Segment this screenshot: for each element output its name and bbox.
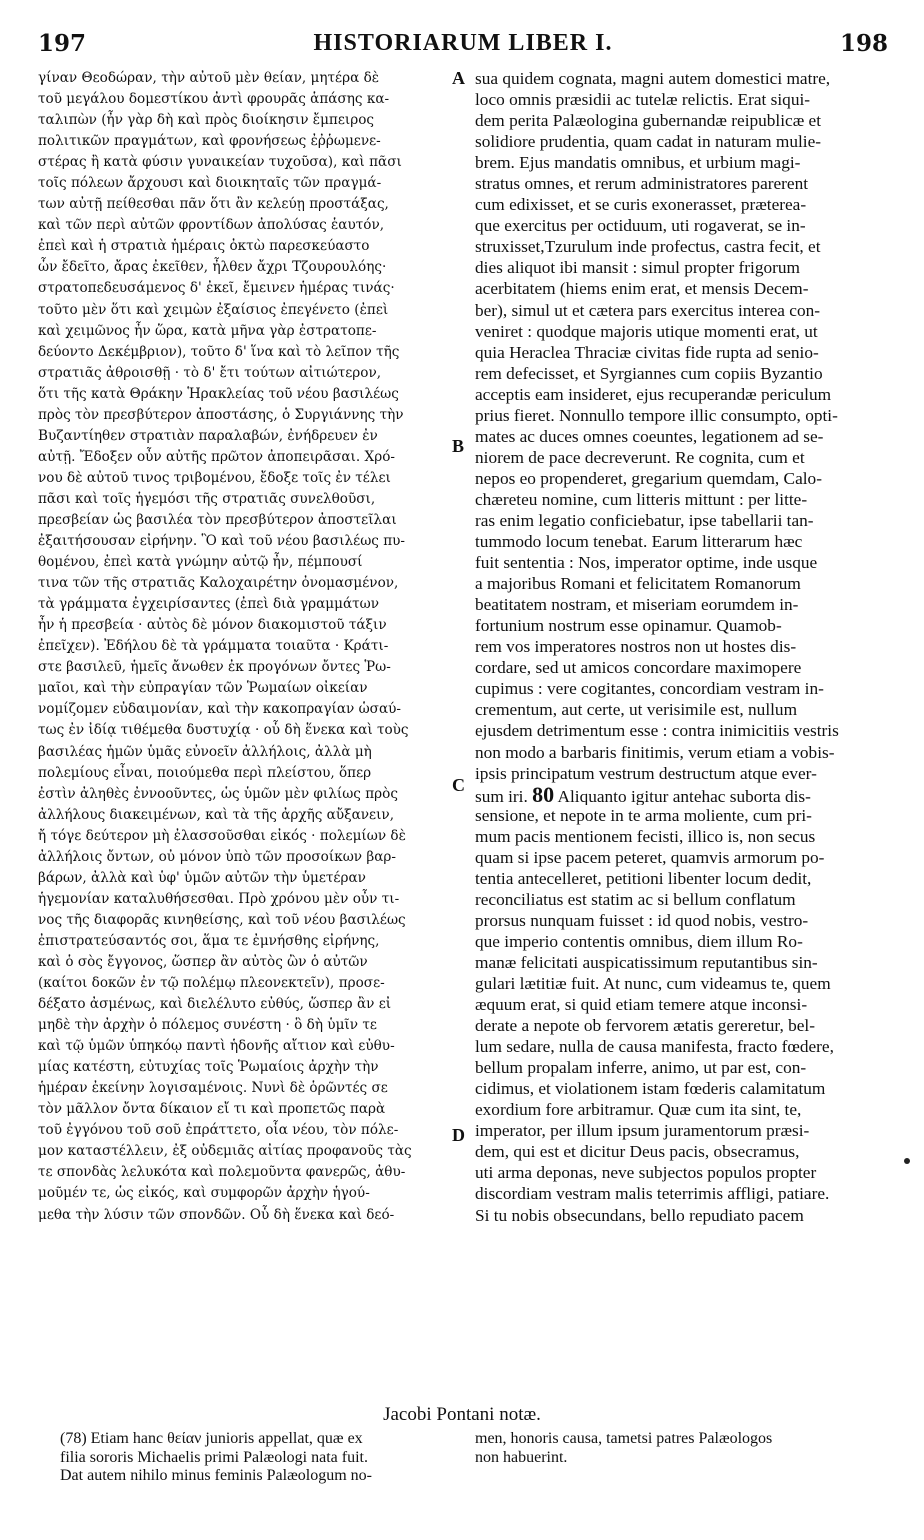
footnote-line: (78) Etiam hanc θείαν junioris appellat, quæ ex bbox=[60, 1430, 363, 1447]
greek-text-line: τὸν μᾶλλον ὄντα δίκαιον εἴ τι καὶ προπετῶς παρὰ bbox=[38, 1101, 386, 1118]
latin-text-line: loco omnis præsidii ac tutelæ relictis. Erat siqui- bbox=[475, 90, 811, 110]
greek-text-line: πολεμίους εἶναι, ποιούμεθα περὶ πλείστου, ὅπερ bbox=[38, 764, 372, 781]
footnote-left-column bbox=[60, 1430, 460, 1486]
latin-text-line: chæreteu nomine, cum litteris mittunt : per litte- bbox=[475, 489, 808, 509]
greek-text-line: (καίτοι δοκῶν ἐν τῷ πολέμῳ πλεονεκτεῖν), προσε- bbox=[38, 975, 385, 992]
footnote-line: filia sororis Michaelis primi Palæologi nata fuit. bbox=[60, 1448, 368, 1466]
latin-text-line: quam si ipse pacem peteret, quamvis armorum po- bbox=[475, 847, 825, 867]
latin-text-line: gulari lætitiæ fuit. At nunc, cum videamus te, quem bbox=[475, 974, 831, 994]
latin-text-line: quia Heraclea Thraciæ civitas fide rupta ad senio- bbox=[475, 342, 819, 362]
greek-text-line: τινα τῶν τῆς στρατιᾶς Καλοχαιρέτην ὀνομασμένον, bbox=[38, 575, 399, 592]
latin-text-line bbox=[475, 784, 887, 805]
greek-text-line: μαῖοι, καὶ τὴν εὐπραγίαν τῶν Ῥωμαίων οἰκείαν bbox=[38, 680, 368, 697]
greek-text-line: δέξατο ἀσμένως, καὶ διελέλυτο εὐθύς, ὥσπερ ἂν εἰ bbox=[38, 996, 392, 1013]
latin-text-line: Si tu nobis obsecundans, bello repudiato pacem bbox=[475, 1205, 804, 1225]
section-marker-b: B bbox=[452, 436, 465, 456]
greek-text-line: καὶ τῶν περὶ αὐτῶν φροντίδων ἀπολύσας ἑαυτόν, bbox=[38, 217, 385, 234]
latin-text-line: manæ felicitati auspicatissimum reputantibus sin- bbox=[475, 952, 818, 972]
greek-text-line: ὧν ἔδεῖτο, ἄρας ἐκεῖθεν, ἦλθεν ἄχρι Τζουρουλόης· bbox=[38, 259, 387, 276]
latin-text-line: veniret : quodque majoris utique momenti erat, ut bbox=[475, 321, 818, 341]
greek-text-line: βάρων, ἀλλὰ καὶ ὑφ' ὑμῶν αὐτῶν τὴν ὑμετέραν bbox=[38, 869, 366, 886]
greek-text-line: πολιτικῶν πραγμάτων, καὶ φρονήσεως ἐῤῥωμενε- bbox=[38, 133, 381, 150]
greek-text-column bbox=[38, 68, 448, 1398]
greek-text-line: νου δὲ αὐτοῦ τινος τριβομένου, ἔδοξε τοῖς ἐν τέλει bbox=[38, 469, 391, 486]
greek-text-line: θομένου, ἐπεὶ κατὰ γνώμην αὐτῷ ἦν, πέμπουσί bbox=[38, 554, 363, 571]
page-number-right: 198 bbox=[839, 30, 888, 57]
greek-text-line: μοῦμέν τε, ὡς εἰκός, καὶ συμφορῶν ἀρχὴν ἡγού- bbox=[38, 1185, 370, 1202]
latin-text-line: cidimus, et violationem istam fœderis calamitatum bbox=[475, 1079, 826, 1099]
greek-text-line: μίας κατέστη, εὐτυχίας τοῖς Ῥωμαίοις ἀρχὴν τὴν bbox=[38, 1059, 379, 1076]
latin-text-line: mates ac duces omnes coeuntes, legationem ad se- bbox=[475, 426, 824, 446]
greek-text-line: των αὐτῇ πείθεσθαι πᾶν ὅτι ἂν κελεύῃ προστάξας, bbox=[38, 196, 389, 213]
greek-text-line: στε βασιλεῦ, ἡμεῖς ἄνωθεν ἐκ προγόνων ὄντες Ῥω- bbox=[38, 659, 391, 676]
greek-text-line: ἀλλήλοις ὄντων, οὐ μόνον ὑπὸ τῶν προσοίκων βαρ- bbox=[38, 848, 396, 865]
latin-text-line: sensione, et nepote in te arma moliente, cum pri- bbox=[475, 805, 812, 825]
latin-text-line: stratus omnes, et rerum administratores parerent bbox=[475, 174, 809, 194]
latin-text-line: bellum propalam inferre, animo, ut par est, con- bbox=[475, 1058, 807, 1078]
greek-text-line: ταλιπὼν (ἦν γὰρ δὴ καὶ πρὸς διοίκησιν ἔμπειρος bbox=[38, 112, 375, 129]
footnote-right-column bbox=[475, 1430, 885, 1467]
greek-text-line: ἐπεῖχεν). Ἐδήλου δὲ τὰ γράμματα τοιαῦτα · Κράτι- bbox=[38, 638, 389, 655]
greek-text-line: στρατιᾶς ἀθροισθῇ · τὸ δ' ἔτι τούτων αἰτιώτερον, bbox=[38, 364, 382, 381]
latin-text-line: uti arma deponas, neve subjectos populos propter bbox=[475, 1163, 817, 1183]
greek-text-line: ἦν ἡ πρεσβεία · αὐτὸς δὲ μόνον διακομιστοῦ τάξιν bbox=[38, 617, 387, 634]
section-marker-d: D bbox=[452, 1125, 465, 1145]
latin-text-line: acerbitatem (hiems enim erat, et mensis Decem- bbox=[475, 279, 809, 299]
latin-text-line: prius fieret. Nonnullo tempore illic consumpto, opti- bbox=[475, 405, 838, 425]
greek-text-line: πρὸς τὸν πρεσβύτερον ἀποστάσης, ὁ Συργιάννης τὴν bbox=[38, 406, 404, 423]
greek-text-line: καὶ ὁ σὸς ἔγγονος, ὥσπερ ἂν αὐτὸς ὢν ὁ αὐτῶν bbox=[38, 953, 368, 970]
footnote-line: non habuerint. bbox=[475, 1448, 568, 1466]
latin-text-line: acceptis eam insideret, ejus recuperandæ periculum bbox=[475, 384, 832, 404]
latin-text-line: ras enim legatio conficiebatur, ipse tabellarii tan- bbox=[475, 510, 814, 530]
notes-title: Jacobi Pontani notæ. bbox=[383, 1404, 541, 1425]
greek-text-line: ἡμέραν ἐκείνην λογισαμένοις. Νυνὶ δὲ ὁρῶντές σε bbox=[38, 1080, 388, 1097]
section-marker-a: A bbox=[452, 68, 465, 88]
latin-text-line: que imperio contentis omnibus, diem illum Ro- bbox=[475, 931, 803, 951]
latin-text-line: dem, qui est et dicitur Deus pacis, obsecramus, bbox=[475, 1142, 800, 1162]
latin-text-line: non modo a barbaris finitimis, verum etiam a vobis- bbox=[475, 742, 835, 762]
latin-text-line: struxisset,Tzurulum inde profectus, castra fecit, et bbox=[475, 237, 821, 257]
latin-text-line: brem. Ejus mandatis omnibus, et urbium magi- bbox=[475, 153, 801, 173]
latin-text-line: crementum, aut certe, ut verisimile est, nullum bbox=[475, 700, 798, 720]
greek-text-line: ἀλλήλους διακειμένων, καὶ τὰ τῆς ἀρχῆς αὔξανειν, bbox=[38, 806, 395, 823]
greek-text-line: τοῖς πόλεων ἄρχουσι καὶ διοικηταῖς τῶν πραγμά- bbox=[38, 175, 382, 192]
latin-text-line: imperator, per illum ipsum juramentorum præsi- bbox=[475, 1121, 810, 1141]
greek-text-line: μεθα τὴν λύσιν τῶν σπονδῶν. Οὗ δὴ ἕνεκα καὶ δεό- bbox=[38, 1206, 395, 1223]
latin-text-column bbox=[475, 68, 887, 1398]
greek-text-line: στέρας ἢ κατὰ φύσιν γυναικείαν τυχοῦσα), καὶ πᾶσι bbox=[38, 154, 402, 171]
greek-text-line: τὰ γράμματα ἐγχειρίσαντες (ἐπεὶ διὰ γραμμάτων bbox=[38, 596, 380, 613]
greek-text-line: τοῦτο μὲν ὅτι καὶ χειμὼν ἐξαίσιος ἐπεγένετο (ἐπεὶ bbox=[38, 301, 389, 318]
latin-text-line: rem vos imperatores nostros non ut hostes dis- bbox=[475, 637, 797, 657]
greek-text-line: βασιλέας ἡμῶν ὑμᾶς εὐνοεῖν ἀλλήλοις, ἀλλὰ μὴ bbox=[38, 743, 372, 760]
greek-text-line: μηδὲ τὴν ἀρχὴν ὁ πόλεμος συνέστη · ὃ δὴ ὑμῖν τε bbox=[38, 1017, 377, 1034]
latin-text-line: prorsus nunquam fuisset : id quod nobis, vestro- bbox=[475, 910, 809, 930]
greek-text-line: τως ἐν ἰδίᾳ τιθέμεθα δυστυχίᾳ · οὗ δὴ ἕνεκα καὶ τοὺς bbox=[38, 722, 409, 739]
latin-text-line: que exercitus per octiduum, uti rogaverat, se in- bbox=[475, 216, 806, 236]
latin-text-line: discordiam vestram malis teterrimis affligi, patiare. bbox=[475, 1184, 830, 1204]
latin-text-segment: sum iri. bbox=[475, 786, 533, 805]
latin-text-line: solidiore prudentia, quam cadat in naturam mulie- bbox=[475, 132, 821, 152]
greek-text-line: τοῦ μεγάλου δομεστίκου ἀντὶ φρουρᾶς ἁπάσης κα- bbox=[38, 91, 390, 108]
latin-text-line: æquum erat, si quid etiam temere atque inconsi- bbox=[475, 995, 808, 1015]
latin-text-line: ejusdem detrimentum esse : contra inimicitiis vestris bbox=[475, 721, 839, 741]
latin-text-line: dem perita Palæologina gubernandæ reipublicæ et bbox=[475, 111, 822, 131]
latin-text-line: sua quidem cognata, magni autem domestici matre, bbox=[475, 69, 831, 88]
running-title: HISTORIARUM LIBER I. bbox=[313, 30, 613, 56]
running-header bbox=[38, 30, 888, 58]
latin-text-line: fortunium nostrum esse opinamur. Quamob- bbox=[475, 616, 782, 636]
latin-text-line: nepos eo propenderet, gregarium quemdam, Calo- bbox=[475, 468, 822, 488]
greek-text-line: νομίζομεν εὐδαιμονίαν, καὶ τὴν κακοπραγίαν ὡσαύ- bbox=[38, 701, 401, 718]
greek-text-line: καὶ τῷ ὑμῶν ὑπηκόῳ παντὶ ἡδονῆς αἴτιον καὶ εὐθυ- bbox=[38, 1038, 395, 1055]
greek-text-line: Βυζαντίηθεν στρατιὰν παραλαβών, ἐνήδρευεν ἐν bbox=[38, 427, 378, 444]
greek-text-line: στρατοπεδευσάμενος δ' ἐκεῖ, ἔμεινεν ἡμέρας τινάς· bbox=[38, 280, 395, 297]
greek-text-line: καὶ χειμῶνος ἦν ὥρα, κατὰ μῆνα γὰρ ἐστρατοπε- bbox=[38, 322, 377, 339]
latin-text-line: rem defecisset, et Syrgiannes cum copiis Byzantio bbox=[475, 363, 823, 383]
greek-text-line: γίναν Θεοδώραν, τὴν αὐτοῦ μὲν θείαν, μητέρα δὲ bbox=[38, 70, 380, 86]
greek-text-line: τοῦ ἐγγόνου τοῦ σοῦ ἐπράττετο, οἷα νέου, τὸν πόλε- bbox=[38, 1122, 399, 1139]
latin-text-line: derate a nepote ob fervorem ætatis gereretur, bel- bbox=[475, 1016, 815, 1036]
greek-text-line: τε σπονδὰς λελυκότα καὶ πολεμοῦντα φανερῶς, ἀθυ- bbox=[38, 1164, 406, 1181]
greek-text-line: μον καταστέλλειν, ἐξ οὐδεμιᾶς αἰτίας προφανοῦς τὰς bbox=[38, 1143, 412, 1160]
latin-text-line: reconciliatus est statim ac si bellum conflatum bbox=[475, 889, 796, 909]
greek-text-line: πᾶσι καὶ τοῖς ἡγεμόσι τῆς στρατιᾶς συνελθοῦσι, bbox=[38, 490, 376, 507]
greek-text-line: ὅτι τῆς κατὰ Θράκην Ἡρακλείας τοῦ νέου βασιλέως bbox=[38, 385, 399, 402]
latin-text-line: ipsis principatum vestrum destructum atque ever- bbox=[475, 763, 817, 783]
latin-text-line: niorem de pace decreverunt. Re cognita, cum et bbox=[475, 447, 805, 467]
paragraph-number: 80 bbox=[532, 783, 555, 805]
greek-text-line: δεύοντο Δεκέμβριον), τοῦτο δ' ἵνα καὶ τὸ λεῖπον τῆς bbox=[38, 343, 400, 360]
latin-text-line: tummodo locum tenebat. Earum litterarum hæc bbox=[475, 532, 803, 552]
footnote-line: men, honoris causa, tametsi patres Palæologos bbox=[475, 1430, 773, 1447]
margin-dot bbox=[904, 1158, 910, 1164]
latin-text-line: ber), simul ut et cætera pars exercitus interea con- bbox=[475, 300, 821, 320]
greek-text-line: αὐτῇ. Ἔδοξεν οὖν αὐτῆς πρῶτον ἀποπειρᾶσαι. Χρό- bbox=[38, 448, 395, 465]
footnote-line: Dat autem nihilo minus feminis Palæologum no- bbox=[60, 1467, 372, 1484]
page-number-left: 197 bbox=[38, 30, 87, 57]
latin-text-line: cordare, sed ut amicos concordare maximopere bbox=[475, 658, 802, 678]
greek-text-line: ἐξαιτήσουσαν εἰρήνην. Ὃ καὶ τοῦ νέου βασιλέως πυ- bbox=[38, 533, 406, 550]
greek-text-line: ἡγεμονίαν καταλυθήσεσθαι. Πρὸ χρόνου μὲν οὖν τι- bbox=[38, 890, 400, 907]
greek-text-line: ἐστὶν ἀληθὲς ἐννοοῦντες, ὡς ὑμῶν μὲν φιλίως πρὸς bbox=[38, 785, 398, 802]
latin-text-segment: Aliquanto igitur antehac suborta dis- bbox=[554, 786, 811, 805]
latin-text-line: beatitatem nostram, et miseriam eorumdem in- bbox=[475, 595, 799, 615]
latin-text-line: exordium fore arbitramur. Quæ cum ita sint, te, bbox=[475, 1100, 802, 1120]
greek-text-line: νος τῆς διαφορᾶς κινηθείσης, καὶ τοῦ νέου βασιλέως bbox=[38, 911, 406, 928]
greek-text-line: πρεσβείαν ὡς βασιλέα τὸν πρεσβύτερον ἀποστεῖλαι bbox=[38, 511, 397, 528]
greek-text-line: ἐπεὶ καὶ ἡ στρατιὰ ἡμέραις ὀκτὼ παρεσκεύαστο bbox=[38, 238, 370, 255]
latin-text-line: fuit sententia : Nos, imperator optime, inde usque bbox=[475, 553, 818, 573]
greek-text-line: ἐπιστρατεύσαντός σοι, ἅμα τε ἐμνήσθης εἰρήνης, bbox=[38, 932, 380, 949]
latin-text-line: dies aliquot ibi mansit : simul propter frigorum bbox=[475, 258, 800, 278]
section-marker-c: C bbox=[452, 775, 465, 795]
latin-text-line: cum edixisset, et se curis exonerasset, præterea- bbox=[475, 195, 807, 215]
latin-text-line: a majoribus Romani et felicitatem Romanorum bbox=[475, 574, 801, 594]
latin-text-line: cupimus : vere cogitantes, concordiam vestram in- bbox=[475, 679, 824, 699]
latin-text-line: mum pacis mentionem fecisti, illico is, non secus bbox=[475, 826, 816, 846]
greek-text-line: ἤ τόγε δεύτερον μὴ ἐλασσοῦσθαι εἰκός · πολεμίων δὲ bbox=[38, 827, 406, 844]
latin-text-line: lum sedare, nulla de causa manifesta, fracto fœdere, bbox=[475, 1037, 834, 1057]
latin-text-line: tentia antecelleret, petitioni libenter locum dedit, bbox=[475, 868, 812, 888]
